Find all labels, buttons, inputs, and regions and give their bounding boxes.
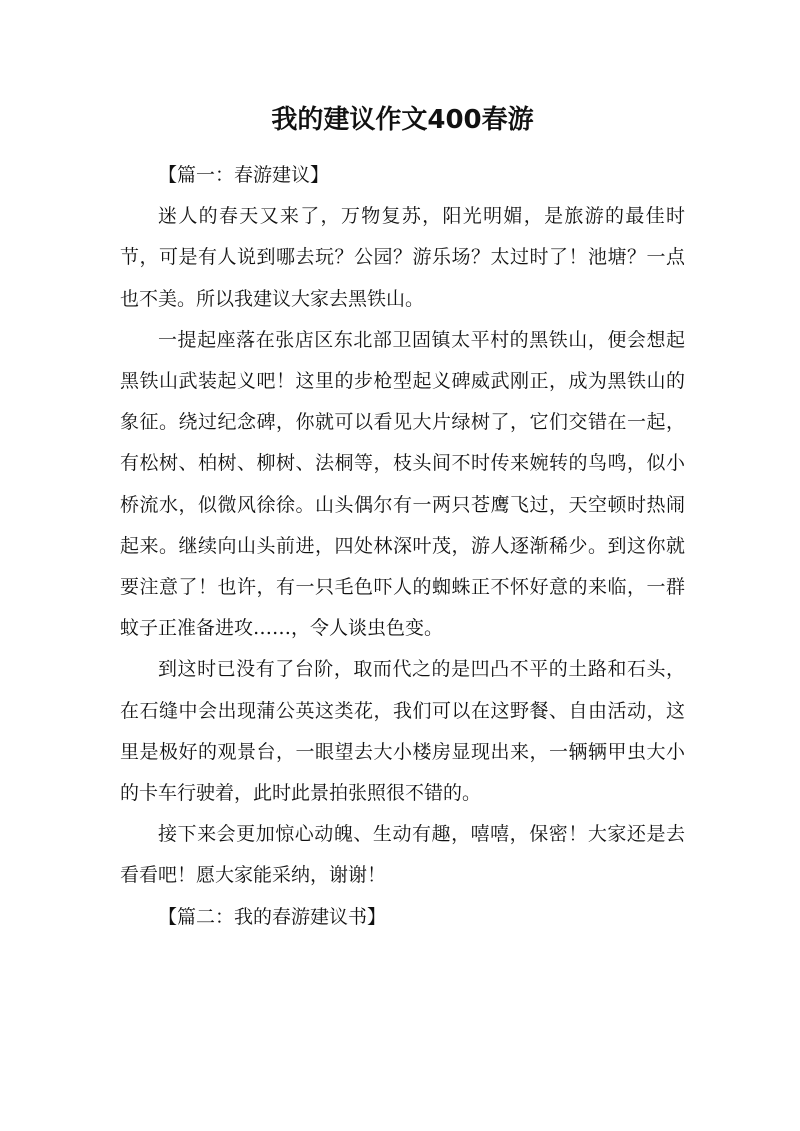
paragraph: 接下来会更加惊心动魄、生动有趣，嘻嘻，保密！大家还是去看看吧！愿大家能采纳，谢谢！ bbox=[120, 823, 685, 887]
page-title: 我的建议作文400春游 bbox=[271, 105, 534, 135]
paragraph: 一提起座落在张店区东北部卫固镇太平村的黑铁山，便会想起黑铁山武装起义吧！这里的步枪型起义碑威武刚正，成为黑铁山的象征。绕过纪念碑，你就可以看见大片绿树了，它们交错在一起，有松树、柏树、柳树、法桐等，枝头间不时传来婉转的鸟鸣，似小桥流水，似微风徐徐。山头偶尔有一两只苍鹰飞过，天空顿时热闹起来。继续向山头前进，四处林深叶茂，游人逐渐稀少。到这你就要注意了！也许，有一只毛色吓人的蜘蛛正不怀好意的来临，一群蚊子正准备进攻……，令人谈虫色变。 bbox=[120, 328, 685, 640]
section-1 bbox=[120, 155, 685, 897]
section-heading: 【篇一：春游建议】 bbox=[158, 164, 330, 186]
document-page bbox=[120, 0, 685, 1131]
section-heading: 【篇二：我的春游建议书】 bbox=[158, 905, 387, 928]
paragraph: 迷人的春天又来了，万物复苏，阳光明媚，是旅游的最佳时节，可是有人说到哪去玩？公园？游乐场？太过时了！池塘？一点也不美。所以我建议大家去黑铁山。 bbox=[120, 205, 685, 310]
document-body bbox=[120, 155, 685, 938]
paragraph: 到这时已没有了台阶，取而代之的是凹凸不平的土路和石头，在石缝中会出现蒲公英这类花，我们可以在这野餐、自由活动，这里是极好的观景台，一眼望去大小楼房显现出来，一辆辆甲虫大小的卡车行驶着，此时此景拍张照很不错的。 bbox=[120, 658, 685, 805]
section-2 bbox=[120, 897, 685, 938]
